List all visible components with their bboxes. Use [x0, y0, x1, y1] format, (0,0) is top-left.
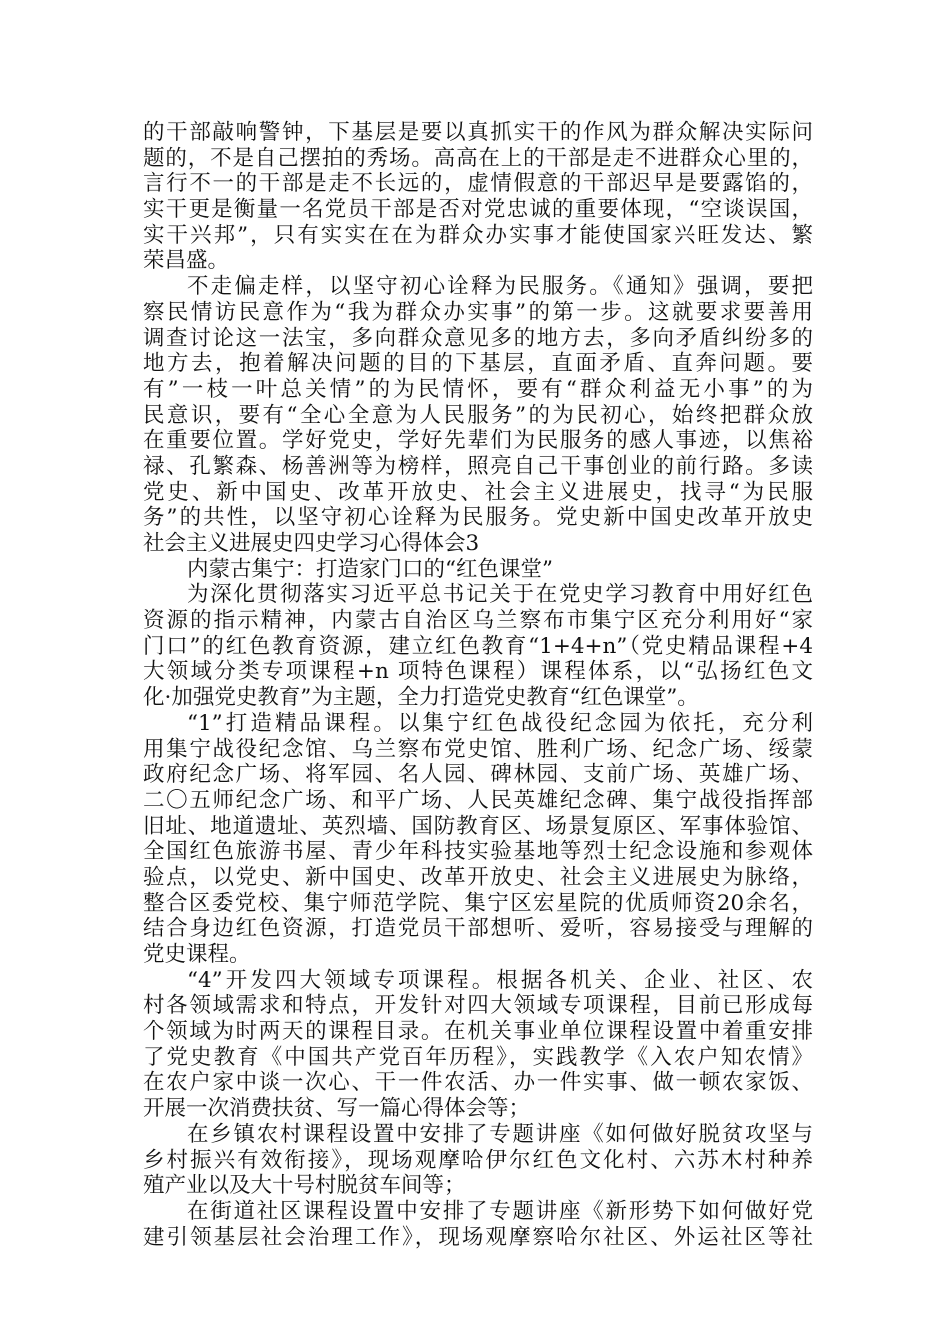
text-line: 言行不一的干部是走不长远的，虚情假意的干部迟早是要露馅的，	[143, 171, 813, 197]
text-line: 在农户家中谈一次心、干一件农活、办一件实事、做一顿农家饭、	[143, 1070, 813, 1096]
text-line: 荣昌盛。	[143, 248, 230, 274]
text-line: 验点，以党史、新中国史、改革开放史、社会主义进展史为脉络，	[143, 864, 813, 890]
text-line: 政府纪念广场、将军园、名人园、碑林园、支前广场、英雄广场、	[143, 762, 813, 788]
text-line: 用集宁战役纪念馆、乌兰察布党史馆、胜利广场、纪念广场、绥蒙	[143, 736, 813, 762]
text-line: “4”开发四大领域专项课程。根据各机关、企业、社区、农	[187, 967, 813, 993]
text-line: 地方去，抱着解决问题的目的下基层，直面矛盾、直奔问题。要	[143, 351, 813, 377]
text-line: “1”打造精品课程。以集宁红色战役纪念园为依托，充分利	[187, 710, 813, 736]
text-line: 为深化贯彻落实习近平总书记关于在党史学习教育中用好红色	[187, 582, 813, 608]
text-line: 化·加强党史教育”为主题，全力打造党史教育“红色课堂”。	[143, 685, 699, 711]
text-line: 旧址、地道遗址、英烈墙、国防教育区、场景复原区、军事体验馆、	[143, 813, 813, 839]
document-page	[143, 120, 813, 1250]
text-line: 实干兴邦”，只有实实在在为群众办实事才能使国家兴旺发达、繁	[143, 222, 813, 248]
text-line: 村各领域需求和特点，开发针对四大领域专项课程，目前已形成每	[143, 993, 813, 1019]
text-line: 开展一次消费扶贫、写一篇心得体会等；	[143, 1096, 531, 1122]
text-line: 门口”的红色教育资源，建立红色教育“1+4+n”（党史精品课程+4	[143, 633, 813, 659]
text-line: 题的，不是自己摆拍的秀场。高高在上的干部是走不进群众心里的，	[143, 145, 813, 171]
text-line: 二〇五师纪念广场、和平广场、人民英雄纪念碑、集宁战役指挥部	[143, 787, 813, 813]
text-line: 大领域分类专项课程+n 项特色课程）课程体系，以“弘扬红色文	[143, 659, 813, 685]
text-line: 在乡镇农村课程设置中安排了专题讲座《如何做好脱贫攻坚与	[187, 1121, 813, 1147]
text-line: 结合身边红色资源，打造党员干部想听、爱听，容易接受与理解的	[143, 916, 813, 942]
text-line: 个领域为时两天的课程目录。在机关事业单位课程设置中着重安排	[143, 1019, 813, 1045]
text-line: 建引领基层社会治理工作》，现场观摩察哈尔社区、外运社区等社	[143, 1224, 813, 1250]
text-line: 在街道社区课程设置中安排了专题讲座《新形势下如何做好党	[187, 1198, 813, 1224]
text-line: 察民情访民意作为“我为群众办实事”的第一步。这就要求要善用	[143, 299, 813, 325]
text-line: 禄、孔繁森、杨善洲等为榜样，照亮自己干事创业的前行路。多读	[143, 453, 813, 479]
text-line: 社会主义进展史四史学习心得体会3	[143, 531, 480, 556]
text-line: 了党史教育《中国共产党百年历程》，实践教学《入农户知农情》	[143, 1044, 813, 1070]
text-line: 有”一枝一叶总关情”的为民情怀，要有“群众利益无小事”的为	[143, 376, 813, 402]
text-line: 不走偏走样，以坚守初心诠释为民服务。《通知》强调，要把	[187, 274, 813, 300]
text-line: 乡村振兴有效衔接》，现场观摩哈伊尔红色文化村、六苏木村种养	[143, 1147, 813, 1173]
text-line: 全国红色旅游书屋、青少年科技实验基地等烈士纪念设施和参观体	[143, 839, 813, 865]
text-line: 务”的共性，以坚守初心诠释为民服务。党史新中国史改革开放史	[143, 505, 813, 531]
text-line: 民意识，要有“全心全意为人民服务”的为民初心，始终把群众放	[143, 402, 813, 428]
text-line: 实干更是衡量一名党员干部是否对党忠诚的重要体现，“空谈误国，	[143, 197, 813, 223]
text-line: 党史、新中国史、改革开放史、社会主义进展史，找寻“为民服	[143, 479, 813, 505]
text-line: 的干部敲响警钟，下基层是要以真抓实干的作风为群众解决实际问	[143, 120, 813, 145]
text-line: 调查讨论这一法宝，多向群众意见多的地方去，多向矛盾纠纷多的	[143, 325, 813, 351]
text-line: 在重要位置。学好党史，学好先辈们为民服务的感人事迹，以焦裕	[143, 428, 813, 454]
text-line: 殖产业以及大十号村脱贫车间等；	[143, 1173, 466, 1199]
text-line: 内蒙古集宁：打造家门口的“红色课堂”	[187, 556, 553, 582]
text-line: 整合区委党校、集宁师范学院、集宁区宏星院的优质师资20余名，	[143, 890, 813, 916]
text-line: 党史课程。	[143, 942, 251, 967]
text-line: 资源的指示精神，内蒙古自治区乌兰察布市集宁区充分利用好“家	[143, 608, 813, 634]
